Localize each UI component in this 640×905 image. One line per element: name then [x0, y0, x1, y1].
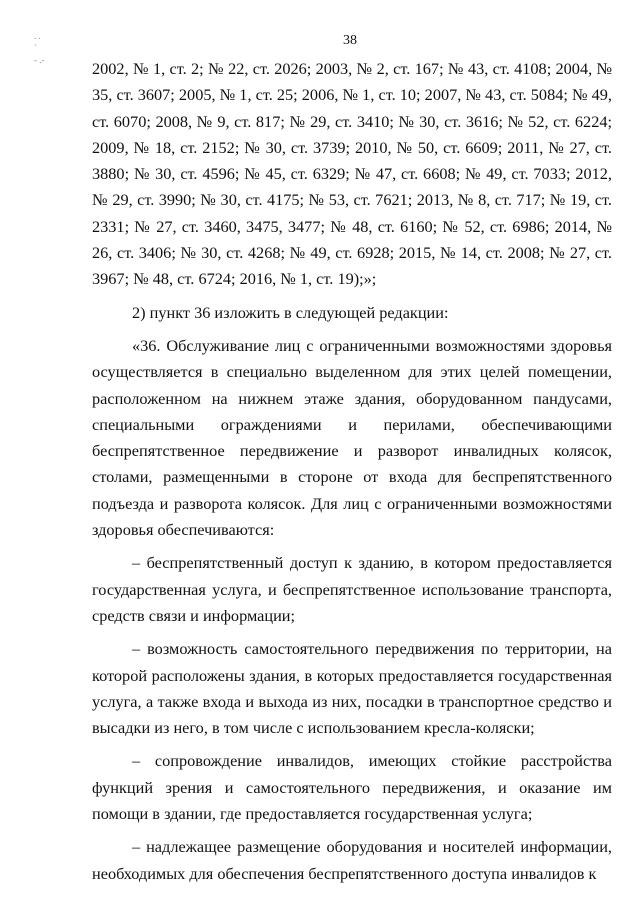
scan-mark: `: [34, 43, 37, 53]
scan-mark: . .: [34, 31, 41, 41]
scan-marks: [34, 30, 64, 90]
amendment-instruction: 2) пункт 36 изложить в следующей редакции:: [132, 302, 449, 322]
list-item: – беспрепятственный доступ к зданию, в котором предоставляется государственная услуга, и беспрепятственное использование транспорта, средств связи и информации;: [92, 553, 612, 625]
list-item: – надлежащее размещение оборудования и носителей информации, необходимых для обеспечения беспрепятственного доступа инвалидов к: [92, 837, 612, 883]
document-body: [92, 56, 612, 887]
scan-mark: - .-: [34, 55, 45, 65]
list-item: – возможность самостоятельного передвижения по территории, на которой расположены здания, в которых предоставляется государственная услуга, а также входа и выхода из них, посадки в транспортное средство и высадки из него, в том числе с использованием кресла-коляски;: [92, 639, 612, 738]
clause-36-text: «36. Обслуживание лиц с ограниченными возможностями здоровья осуществляется в специально выделенном для этих целей помещении, расположенном на нижнем этаже здания, оборудованном пандусами, специальными ограждениями и перилами, обеспечивающими беспрепятственное передвижение и разворот инвалидных колясок, столами, размещенными в стороне от входа для беспрепятственного подъезда и разворота колясок. Для лиц с ограниченными возможностями здоровья обеспечиваются:: [92, 335, 612, 540]
citation-list-continuation: 2002, № 1, ст. 2; № 22, ст. 2026; 2003, № 2, ст. 167; № 43, ст. 4108; 2004, № 35, ст. 3607; 2005, № 1, ст. 25; 2006, № 1, ст. 10; 2007, № 43, ст. 5084; № 49, ст. 6070; 2008, № 9, ст. 817; № 29, ст. 3410; № 30, ст. 3616; № 52, ст. 6224; 2009, № 18, ст. 2152; № 30, ст. 3739; 2010, № 50, ст. 6609; 2011, № 27, ст. 3880; № 30, ст. 4596; № 45, ст. 6329; № 47, ст. 6608; № 49, ст. 7033; 2012, № 29, ст. 3990; № 30, ст. 4175; № 53, ст. 7621; 2013, № 8, ст. 717; № 19, ст. 2331; № 27, ст. 3460, 3475, 3477; № 48, ст. 6160; № 52, ст. 6986; 2014, № 26, ст. 3406; № 30, ст. 4268; № 49, ст. 6928; 2015, № 14, ст. 2008; № 27, ст. 3967; № 48, ст. 6724; 2016, № 1, ст. 19);»;: [92, 59, 612, 289]
page-number: 38: [343, 33, 357, 48]
list-item: – сопровождение инвалидов, имеющих стойкие расстройства функций зрения и самостоятельного передвижения, и оказание им помощи в здании, где предоставляется государственная услуга;: [92, 751, 612, 824]
